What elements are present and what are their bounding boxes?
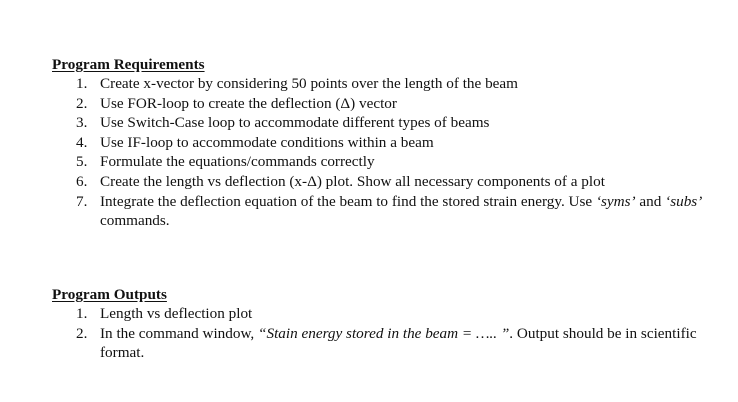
requirement-item-7 <box>52 192 712 231</box>
requirement-text: Formulate the equations/commands correctly <box>100 153 375 171</box>
strain-energy-quote: “Stain energy stored in the beam = ….. ” <box>258 324 510 342</box>
list-number: 2. <box>76 324 88 342</box>
list-number: 5. <box>76 153 88 171</box>
list-number: 7. <box>76 192 88 210</box>
requirement-text: Create x-vector by considering 50 points over the length of the beam <box>100 75 518 92</box>
requirement-text: Use IF-loop to accommodate conditions within a beam <box>100 133 434 151</box>
requirements-list <box>52 74 712 231</box>
output-item-2 <box>52 324 712 363</box>
output-text: . Output should be in scientific format. <box>100 324 697 362</box>
requirement-item-6 <box>52 172 712 192</box>
requirement-text: Use FOR-loop to create the deflection (Δ) vector <box>100 94 397 112</box>
requirement-text: Use Switch-Case loop to accommodate different types of beams <box>100 114 490 132</box>
output-item-1 <box>52 304 712 324</box>
program-outputs-heading: Program Outputs <box>52 286 167 303</box>
program-outputs-section <box>52 285 712 363</box>
requirement-text: Integrate the deflection equation of the beam to find the stored strain energy. Use <box>100 192 596 210</box>
list-number: 3. <box>76 114 88 132</box>
syms-command: ‘syms’ <box>595 192 636 210</box>
output-text: Length vs deflection plot <box>100 305 253 322</box>
program-requirements-heading: Program Requirements <box>52 56 205 73</box>
requirement-item-1 <box>52 74 712 94</box>
output-text: In the command window, <box>100 324 259 342</box>
list-number: 2. <box>76 94 88 112</box>
requirement-text: and <box>635 192 666 210</box>
list-number: 1. <box>76 75 88 92</box>
requirement-text: Create the length vs deflection (x-Δ) plot. Show all necessary components of a plot <box>100 172 605 190</box>
requirement-text: commands. <box>100 212 170 230</box>
requirement-item-2 <box>52 94 712 114</box>
program-requirements-section <box>52 55 712 231</box>
list-number: 4. <box>76 133 88 151</box>
requirement-item-3 <box>52 113 712 133</box>
requirement-item-5 <box>52 152 712 172</box>
list-number: 6. <box>76 172 88 190</box>
requirement-item-4 <box>52 133 712 153</box>
subs-command: ‘subs’ <box>665 192 703 210</box>
outputs-list <box>52 304 712 363</box>
list-number: 1. <box>76 305 88 322</box>
